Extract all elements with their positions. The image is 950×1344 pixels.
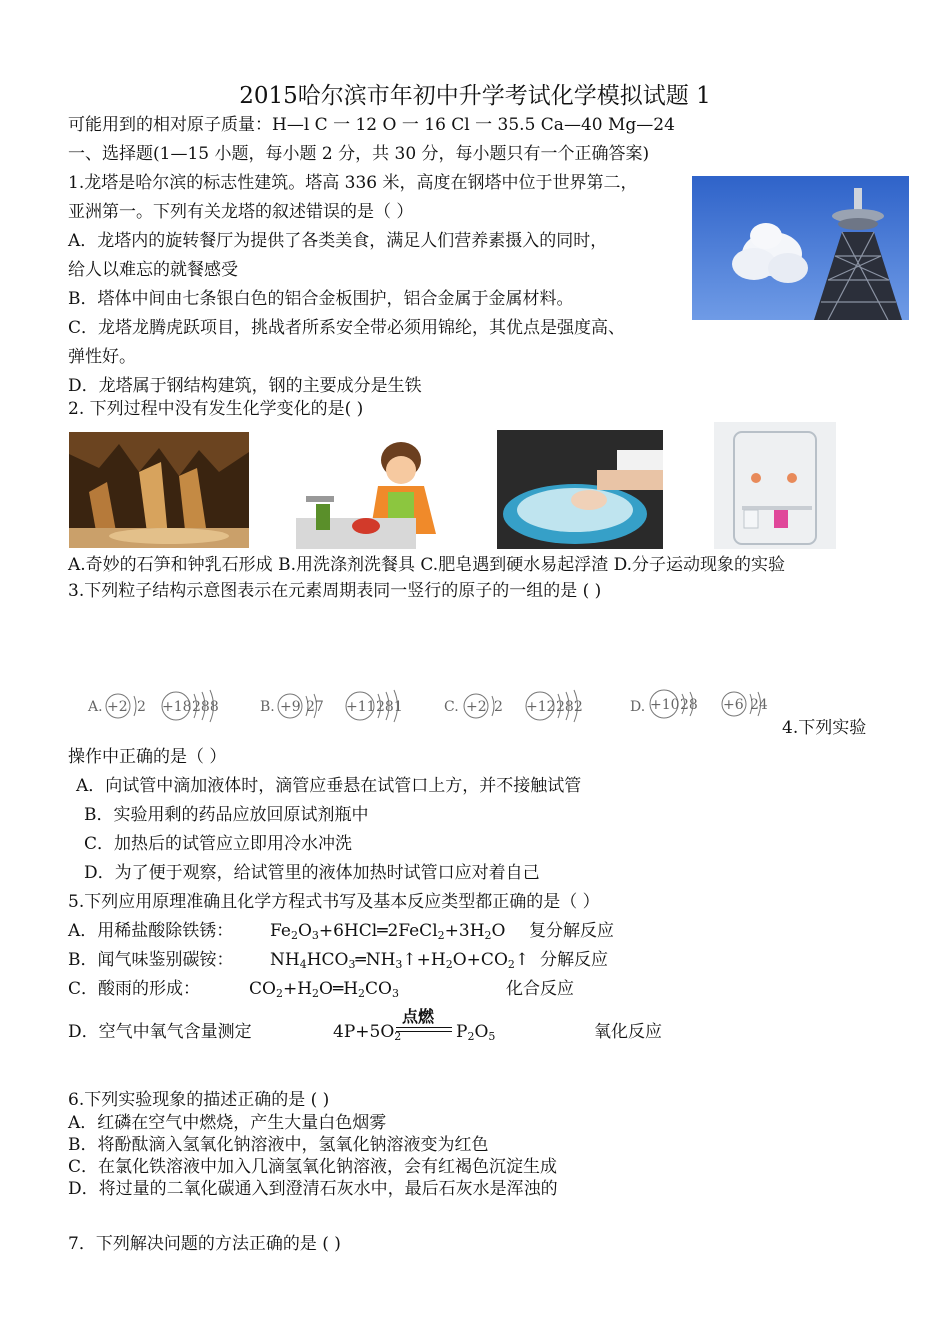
atom-group-label: C.: [444, 699, 459, 715]
q5-option-d-type: 氧化反应: [594, 1022, 662, 1042]
q4-stem-part1: 4.下列实验: [782, 718, 867, 738]
q5-option-b-label: B．闻气味鉴别碳铵：: [68, 950, 234, 970]
atom-structure-diagrams: [78, 672, 778, 740]
atom-group-c: [444, 690, 583, 722]
nucleus-charge: +18: [162, 699, 192, 715]
q1-stem-line2: 亚洲第一。下列有关龙塔的叙述错误的是（ ）: [68, 202, 414, 222]
q6-stem: 6.下列实验现象的描述正确的是 ( ): [68, 1090, 330, 1110]
nucleus-charge: +9: [280, 699, 301, 715]
atom-group-label: D.: [630, 699, 646, 715]
stalactite-cave-photo: [69, 432, 249, 548]
nucleus-charge: +11: [346, 699, 376, 715]
q5-option-a-equation: $Fe_2O_3+6HCl═2FeCl_2+3H_2O$: [270, 921, 506, 942]
electron-config: 2: [494, 699, 503, 715]
dragon-tower-photo: [692, 176, 909, 320]
washing-dishes-cartoon: [296, 434, 463, 549]
q5-option-a-type: 复分解反应: [529, 921, 614, 941]
atom-group-a: [87, 690, 219, 722]
reaction-condition: 点燃: [402, 1007, 435, 1026]
atom-group-label: A.: [88, 699, 103, 715]
electron-config: 2: [137, 699, 146, 715]
q4-option-b: B．实验用剩的药品应放回原试剂瓶中: [84, 805, 369, 825]
q1-option-a-line1: A．龙塔内的旋转餐厅为提供了各类美食，满足人们营养素摄入的同时，: [68, 231, 608, 251]
electron-config: 27: [306, 699, 324, 715]
q4-option-d: D．为了便于观察，给试管里的液体加热时试管口应对着自己: [84, 863, 540, 883]
nucleus-charge: +10: [650, 697, 680, 713]
q4-stem-part2: 操作中正确的是（ ）: [68, 747, 227, 767]
q5-stem: 5.下列应用原理准确且化学方程式书写及基本反应类型都正确的是（ ）: [68, 892, 600, 912]
q3-stem: 3.下列粒子结构示意图表示在元素周期表同一竖行的原子的一组的是 ( ): [68, 581, 602, 601]
q1-option-d: D．龙塔属于钢结构建筑，钢的主要成分是生铁: [68, 376, 422, 396]
atom-group-d: [630, 690, 768, 718]
electron-config: 28: [680, 697, 698, 713]
atomic-mass-line: 可能用到的相对原子质量：H—l C 一 12 O 一 16 Cl 一 35.5 Ca—40 Mg—24: [68, 115, 675, 135]
q1-option-c-line2: 弹性好。: [68, 347, 136, 367]
q7-stem: 7．下列解决问题的方法正确的是 ( ): [68, 1234, 341, 1254]
nucleus-charge: +12: [526, 699, 556, 715]
q2-options: A.奇妙的石笋和钟乳石形成 B.用洗涤剂洗餐具 C.肥皂遇到硬水易起浮渣 D.分子运动现象的实验: [68, 555, 786, 575]
q5-option-c-label: C．酸雨的形成：: [68, 979, 201, 999]
q5-option-b-equation: $NH_4HCO_3═NH_3↑+H_2O+CO_2↑$: [270, 950, 530, 971]
q4-option-a: A．向试管中滴加液体时，滴管应垂悬在试管口上方，并不接触试管: [76, 776, 582, 796]
q5-option-c-equation: $CO_2+H_2O═H_2CO_3$: [249, 979, 399, 1000]
q1-option-b: B．塔体中间由七条银白色的铝合金板围护，铝合金属于金属材料。: [68, 289, 574, 309]
atom-group-b: [260, 690, 403, 722]
page-title: 2015哈尔滨市年初中升学考试化学模拟试题 1: [239, 83, 711, 109]
q2-stem: 2. 下列过程中没有发生化学变化的是( ): [68, 399, 364, 419]
reaction-condition-arrow: [396, 1004, 456, 1040]
q5-option-c-type: 化合反应: [506, 979, 574, 999]
q1-option-c-line1: C．龙塔龙腾虎跃项目，挑战者所系安全带必须用锦纶，其优点是强度高、: [68, 318, 626, 338]
nucleus-charge: +6: [723, 697, 744, 713]
q1-stem-line1: 1.龙塔是哈尔滨的标志性建筑。塔高 336 米，高度在钢塔中位于世界第二，: [68, 173, 638, 193]
q6-option-b: B．将酚酞滴入氢氧化钠溶液中，氢氧化钠溶液变为红色: [68, 1135, 489, 1155]
q5-option-d-label: D．空气中氧气含量测定: [68, 1022, 252, 1042]
electron-config: 288: [192, 699, 219, 715]
section-heading: 一、选择题(1—15 小题，每小题 2 分，共 30 分，每小题只有一个正确答案): [68, 144, 650, 164]
q6-option-c: C．在氯化铁溶液中加入几滴氢氧化钠溶液，会有红褐色沉淀生成: [68, 1157, 558, 1177]
q5-option-d-product: $P_2O_5$: [456, 1022, 496, 1043]
soap-hard-water-photo: [497, 430, 663, 549]
q6-option-a: A．红磷在空气中燃烧，产生大量白色烟雾: [68, 1113, 387, 1133]
electron-config: 24: [750, 697, 768, 713]
atom-group-label: B.: [260, 699, 275, 715]
q1-option-a-line2: 给人以难忘的就餐感受: [68, 260, 238, 280]
q4-option-c: C．加热后的试管应立即用冷水冲洗: [84, 834, 353, 854]
q5-option-d-reactants: $4P+5O_2$: [333, 1022, 402, 1043]
nucleus-charge: +2: [466, 699, 487, 715]
nucleus-charge: +2: [107, 699, 128, 715]
electron-config: 281: [376, 699, 403, 715]
molecular-motion-experiment-photo: [714, 422, 836, 549]
q5-option-a-label: A．用稀盐酸除铁锈：: [68, 921, 234, 941]
q5-option-b-type: 分解反应: [540, 950, 608, 970]
q6-option-d: D．将过量的二氧化碳通入到澄清石灰水中，最后石灰水是浑浊的: [68, 1179, 558, 1199]
electron-config: 282: [556, 699, 583, 715]
